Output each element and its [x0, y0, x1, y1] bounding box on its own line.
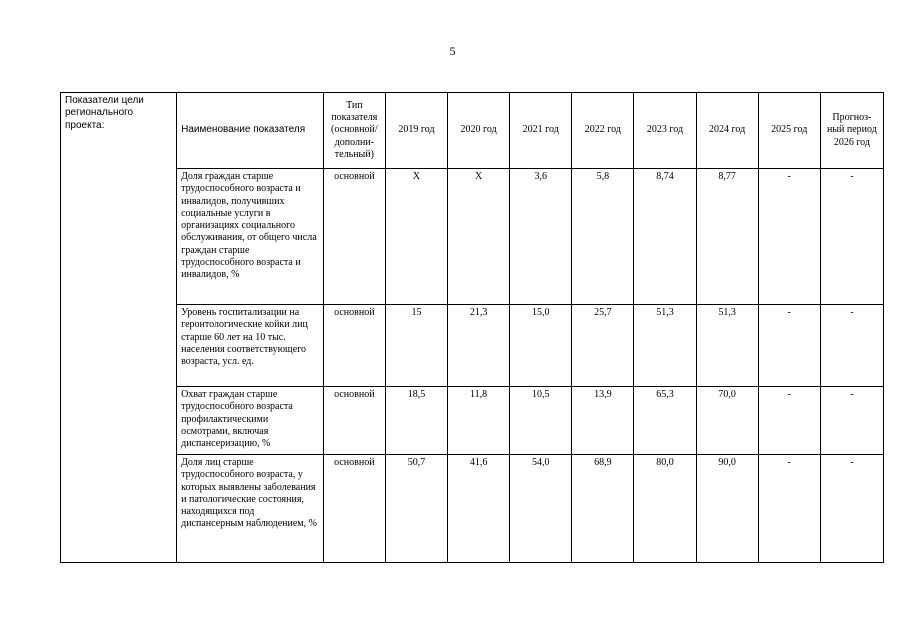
header-2024: 2024 год: [696, 93, 758, 169]
header-2021: 2021 год: [510, 93, 572, 169]
value-2023: 8,74: [634, 169, 696, 305]
value-2025: -: [758, 305, 820, 387]
header-2020: 2020 год: [448, 93, 510, 169]
regional-project-goals-label: Показатели цели регионального проекта:: [61, 93, 177, 563]
value-2023: 51,3: [634, 305, 696, 387]
value-2020: 11,8: [448, 387, 510, 455]
indicator-name: Доля лиц старше трудоспособного возраста, у которых выявлены заболевания и патологические состояния, находящихся под диспансерным наблюдением, %: [177, 455, 324, 563]
value-2019: Х: [385, 169, 447, 305]
value-2024: 8,77: [696, 169, 758, 305]
value-2022: 25,7: [572, 305, 634, 387]
value-2022: 68,9: [572, 455, 634, 563]
value-2019: 18,5: [385, 387, 447, 455]
indicator-type: основной: [323, 305, 385, 387]
indicator-name: Охват граждан старше трудоспособного возраста профилактическими осмотрами, включая диспансеризацию, %: [177, 387, 324, 455]
value-2019: 15: [385, 305, 447, 387]
indicator-name: Доля граждан старше трудоспособного возраста и инвалидов, получивших социальные услуги в организациях социального обслуживания, от общего числа граждан старше трудоспособного возраста и инвалидов, %: [177, 169, 324, 305]
value-2021: 15,0: [510, 305, 572, 387]
value-2022: 13,9: [572, 387, 634, 455]
table-row: [61, 305, 884, 387]
header-2023: 2023 год: [634, 93, 696, 169]
indicator-type: основной: [323, 169, 385, 305]
value-forecast-2026: -: [820, 455, 883, 563]
value-2024: 51,3: [696, 305, 758, 387]
header-forecast-2026: Прогноз- ный период 2026 год: [820, 93, 883, 169]
value-2022: 5,8: [572, 169, 634, 305]
value-2019: 50,7: [385, 455, 447, 563]
value-2023: 80,0: [634, 455, 696, 563]
page-number: 5: [449, 44, 456, 58]
value-2025: -: [758, 455, 820, 563]
value-2024: 70,0: [696, 387, 758, 455]
value-2025: -: [758, 387, 820, 455]
value-forecast-2026: -: [820, 305, 883, 387]
header-2022: 2022 год: [572, 93, 634, 169]
value-2023: 65,3: [634, 387, 696, 455]
indicator-type: основной: [323, 387, 385, 455]
header-indicator-name: Наименование показателя: [177, 93, 324, 169]
indicator-name: Уровень госпитализации на геронтологические койки лиц старше 60 лет на 10 тыс. населения соответствующего возраста, усл. ед.: [177, 305, 324, 387]
table-row: [61, 387, 884, 455]
value-2025: -: [758, 169, 820, 305]
value-forecast-2026: -: [820, 387, 883, 455]
value-2020: 41,6: [448, 455, 510, 563]
value-forecast-2026: -: [820, 169, 883, 305]
table-row: [61, 455, 884, 563]
header-indicator-type: Тип показателя (основной/ дополни- тельный): [323, 93, 385, 169]
header-2025: 2025 год: [758, 93, 820, 169]
value-2021: 54,0: [510, 455, 572, 563]
table-row: [61, 169, 884, 305]
value-2024: 90,0: [696, 455, 758, 563]
header-2019: 2019 год: [385, 93, 447, 169]
value-2021: 3,6: [510, 169, 572, 305]
indicators-table: [60, 92, 884, 563]
table-header-row: [61, 93, 884, 169]
value-2020: Х: [448, 169, 510, 305]
indicator-type: основной: [323, 455, 385, 563]
value-2020: 21,3: [448, 305, 510, 387]
value-2021: 10,5: [510, 387, 572, 455]
